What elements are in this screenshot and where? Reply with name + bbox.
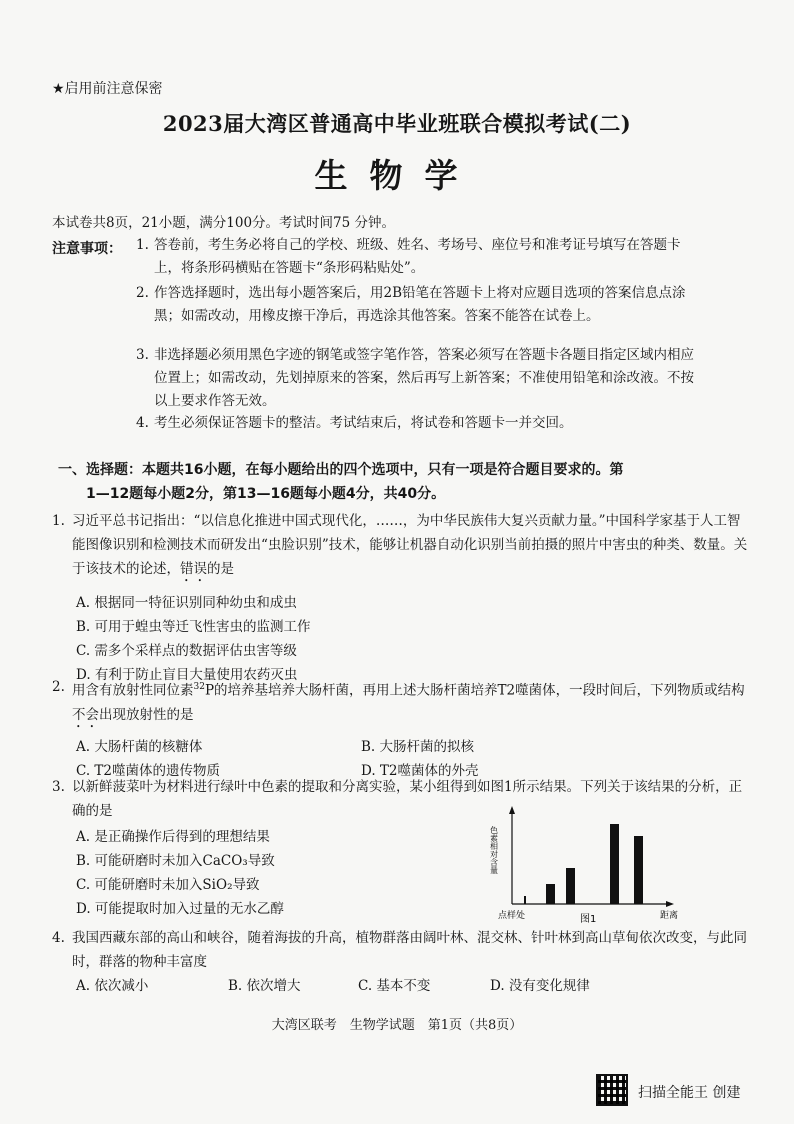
figure-caption: 图1: [580, 914, 597, 925]
scanner-watermark: [596, 1074, 776, 1108]
note-item: [136, 412, 696, 435]
note-text: 考生必须保证答题卡的整洁。考试结束后，将试卷和答题卡一并交回。: [154, 415, 573, 431]
option-b: B. 可能研磨时未加入CaCO₃导致: [76, 853, 275, 869]
note-item: [136, 234, 696, 280]
note-text: 作答选择题时，选出每小题答案后，用2B铅笔在答题卡上将对应题目选项的答案信息点涂黑；如需改动，用橡皮擦干净后，再选涂其他答案。答案不能答在试卷上。: [154, 285, 686, 324]
section-line-1: 一、选择题：本题共16小题，在每小题给出的四个选项中，只有一项是符合题目要求的。第: [58, 462, 624, 478]
qr-code-icon: [596, 1074, 628, 1106]
question-4: [52, 926, 752, 998]
question-number: 1.: [52, 513, 65, 529]
option-d: D. T2噬菌体的外壳: [361, 762, 479, 779]
option-a: A. 依次减小: [76, 978, 149, 994]
y-axis-label: 色素相对含量: [489, 826, 499, 874]
confidential-notice: ★启用前注意保密: [52, 81, 163, 97]
stem-emphasis: 错误: [180, 561, 207, 577]
note-number: 4.: [136, 415, 149, 431]
option-a: A. 大肠杆菌的核糖体: [76, 738, 203, 755]
stem-text: 习近平总书记指出：“以信息化推进中国式现代化，……，为中华民族伟大复兴贡献力量。”中国科学家基于人工智能图像识别和检测技术而研发出“虫脸识别”技术，能够让机器自动化识别当前拍摄的照片中害虫的种类、数量。关于该技术的论述，: [72, 513, 748, 577]
note-number: 1.: [136, 237, 149, 253]
question-2: [52, 675, 752, 783]
option-b: B. 大肠杆菌的拟核: [361, 738, 475, 755]
pigment-bar: [634, 836, 643, 904]
question-number: 3.: [52, 779, 65, 795]
y-axis-arrow: [509, 806, 515, 814]
section-heading: [58, 458, 758, 506]
x-axis-arrow: [666, 901, 674, 907]
option-d: D. 有利于防止盲目大量使用农药灭虫: [76, 667, 298, 683]
option-c: C. T2噬菌体的遗传物质: [76, 762, 221, 779]
question-stem: 以新鲜菠菜叶为材料进行绿叶中色素的提取和分离实验，某小组得到如图1所示结果。下列关于该结果的分析，正确的是: [72, 779, 743, 819]
subject-title: 生物学: [314, 156, 480, 195]
note-number: 3.: [136, 347, 149, 363]
question-stem: [52, 509, 752, 585]
pigment-separation-chart: [488, 806, 688, 936]
exam-info: 本试卷共8页，21小题，满分100分。考试时间75 分钟。: [52, 215, 396, 231]
option-d: D. 可能提取时加入过量的无水乙醇: [76, 901, 284, 917]
note-item: [136, 282, 696, 328]
x-axis-label: 距离: [660, 911, 679, 921]
option-b: B. 依次增大: [228, 978, 301, 994]
option-c: C. 可能研磨时未加入SiO₂导致: [76, 877, 260, 893]
note-item: [136, 344, 696, 413]
question-number: 4.: [52, 930, 65, 946]
isotope-mass: 32: [193, 682, 205, 692]
section-line-2: 1—12题每小题2分，第13—16题每小题4分，共40分。: [86, 486, 446, 502]
pigment-bar: [524, 896, 526, 904]
question-stem: [52, 675, 752, 731]
pigment-bar: [610, 824, 619, 904]
note-text: 答卷前，考生务必将自己的学校、班级、姓名、考场号、座位号和准考证号填写在答题卡上，将条形码横贴在答题卡“条形码粘贴处”。: [154, 237, 681, 276]
stem-text: 的培养基培养大肠杆菌，再用上述大肠杆菌培养T2噬菌体，一段时间后，下列物质或结构: [214, 682, 745, 699]
option-a: A. 是正确操作后得到的理想结果: [76, 829, 270, 845]
question-number: 2.: [52, 679, 65, 695]
option-a: A. 根据同一特征识别同种幼虫和成虫: [76, 595, 297, 611]
stem-emphasis: 不会: [72, 706, 99, 723]
pigment-bar: [546, 884, 555, 904]
pigment-bar: [566, 868, 575, 904]
option-b: B. 可用于蝗虫等迁飞性害虫的监测工作: [76, 619, 311, 635]
options-list: [52, 974, 752, 998]
note-text: 非选择题必须用黑色字迹的钢笔或签字笔作答，答案必须写在答题卡各题目指定区域内相应位置上；如需改动，先划掉原来的答案，然后再写上新答案；不准使用铅笔和涂改液。不按以上要求作答无效。: [154, 347, 694, 409]
exam-title: 2023届大湾区普通高中毕业班联合模拟考试(二): [162, 111, 632, 136]
question-1: [52, 509, 752, 687]
option-d: D. 没有变化规律: [490, 978, 590, 994]
stem-text: 出现放射性的是: [99, 706, 194, 723]
origin-label: 点样处: [498, 911, 526, 921]
scanner-text: 扫描全能王 创建: [638, 1085, 741, 1101]
stem-text: 用含有放射性同位素: [72, 682, 194, 699]
option-c: C. 基本不变: [358, 978, 431, 994]
isotope-element: P: [204, 682, 215, 699]
note-number: 2.: [136, 285, 149, 301]
option-c: C. 需多个采样点的数据评估虫害等级: [76, 643, 297, 659]
page-footer: 大湾区联考 生物学试题 第1页（共8页）: [271, 1018, 523, 1033]
options-list: [52, 591, 752, 687]
notes-label: 注意事项：: [52, 241, 122, 257]
question-stem: 我国西藏东部的高山和峡谷，随着海拔的升高，植物群落由阔叶林、混交林、针叶林到高山草甸依次改变，与此同时，群落的物种丰富度: [72, 930, 747, 970]
stem-text: 的是: [207, 561, 234, 577]
